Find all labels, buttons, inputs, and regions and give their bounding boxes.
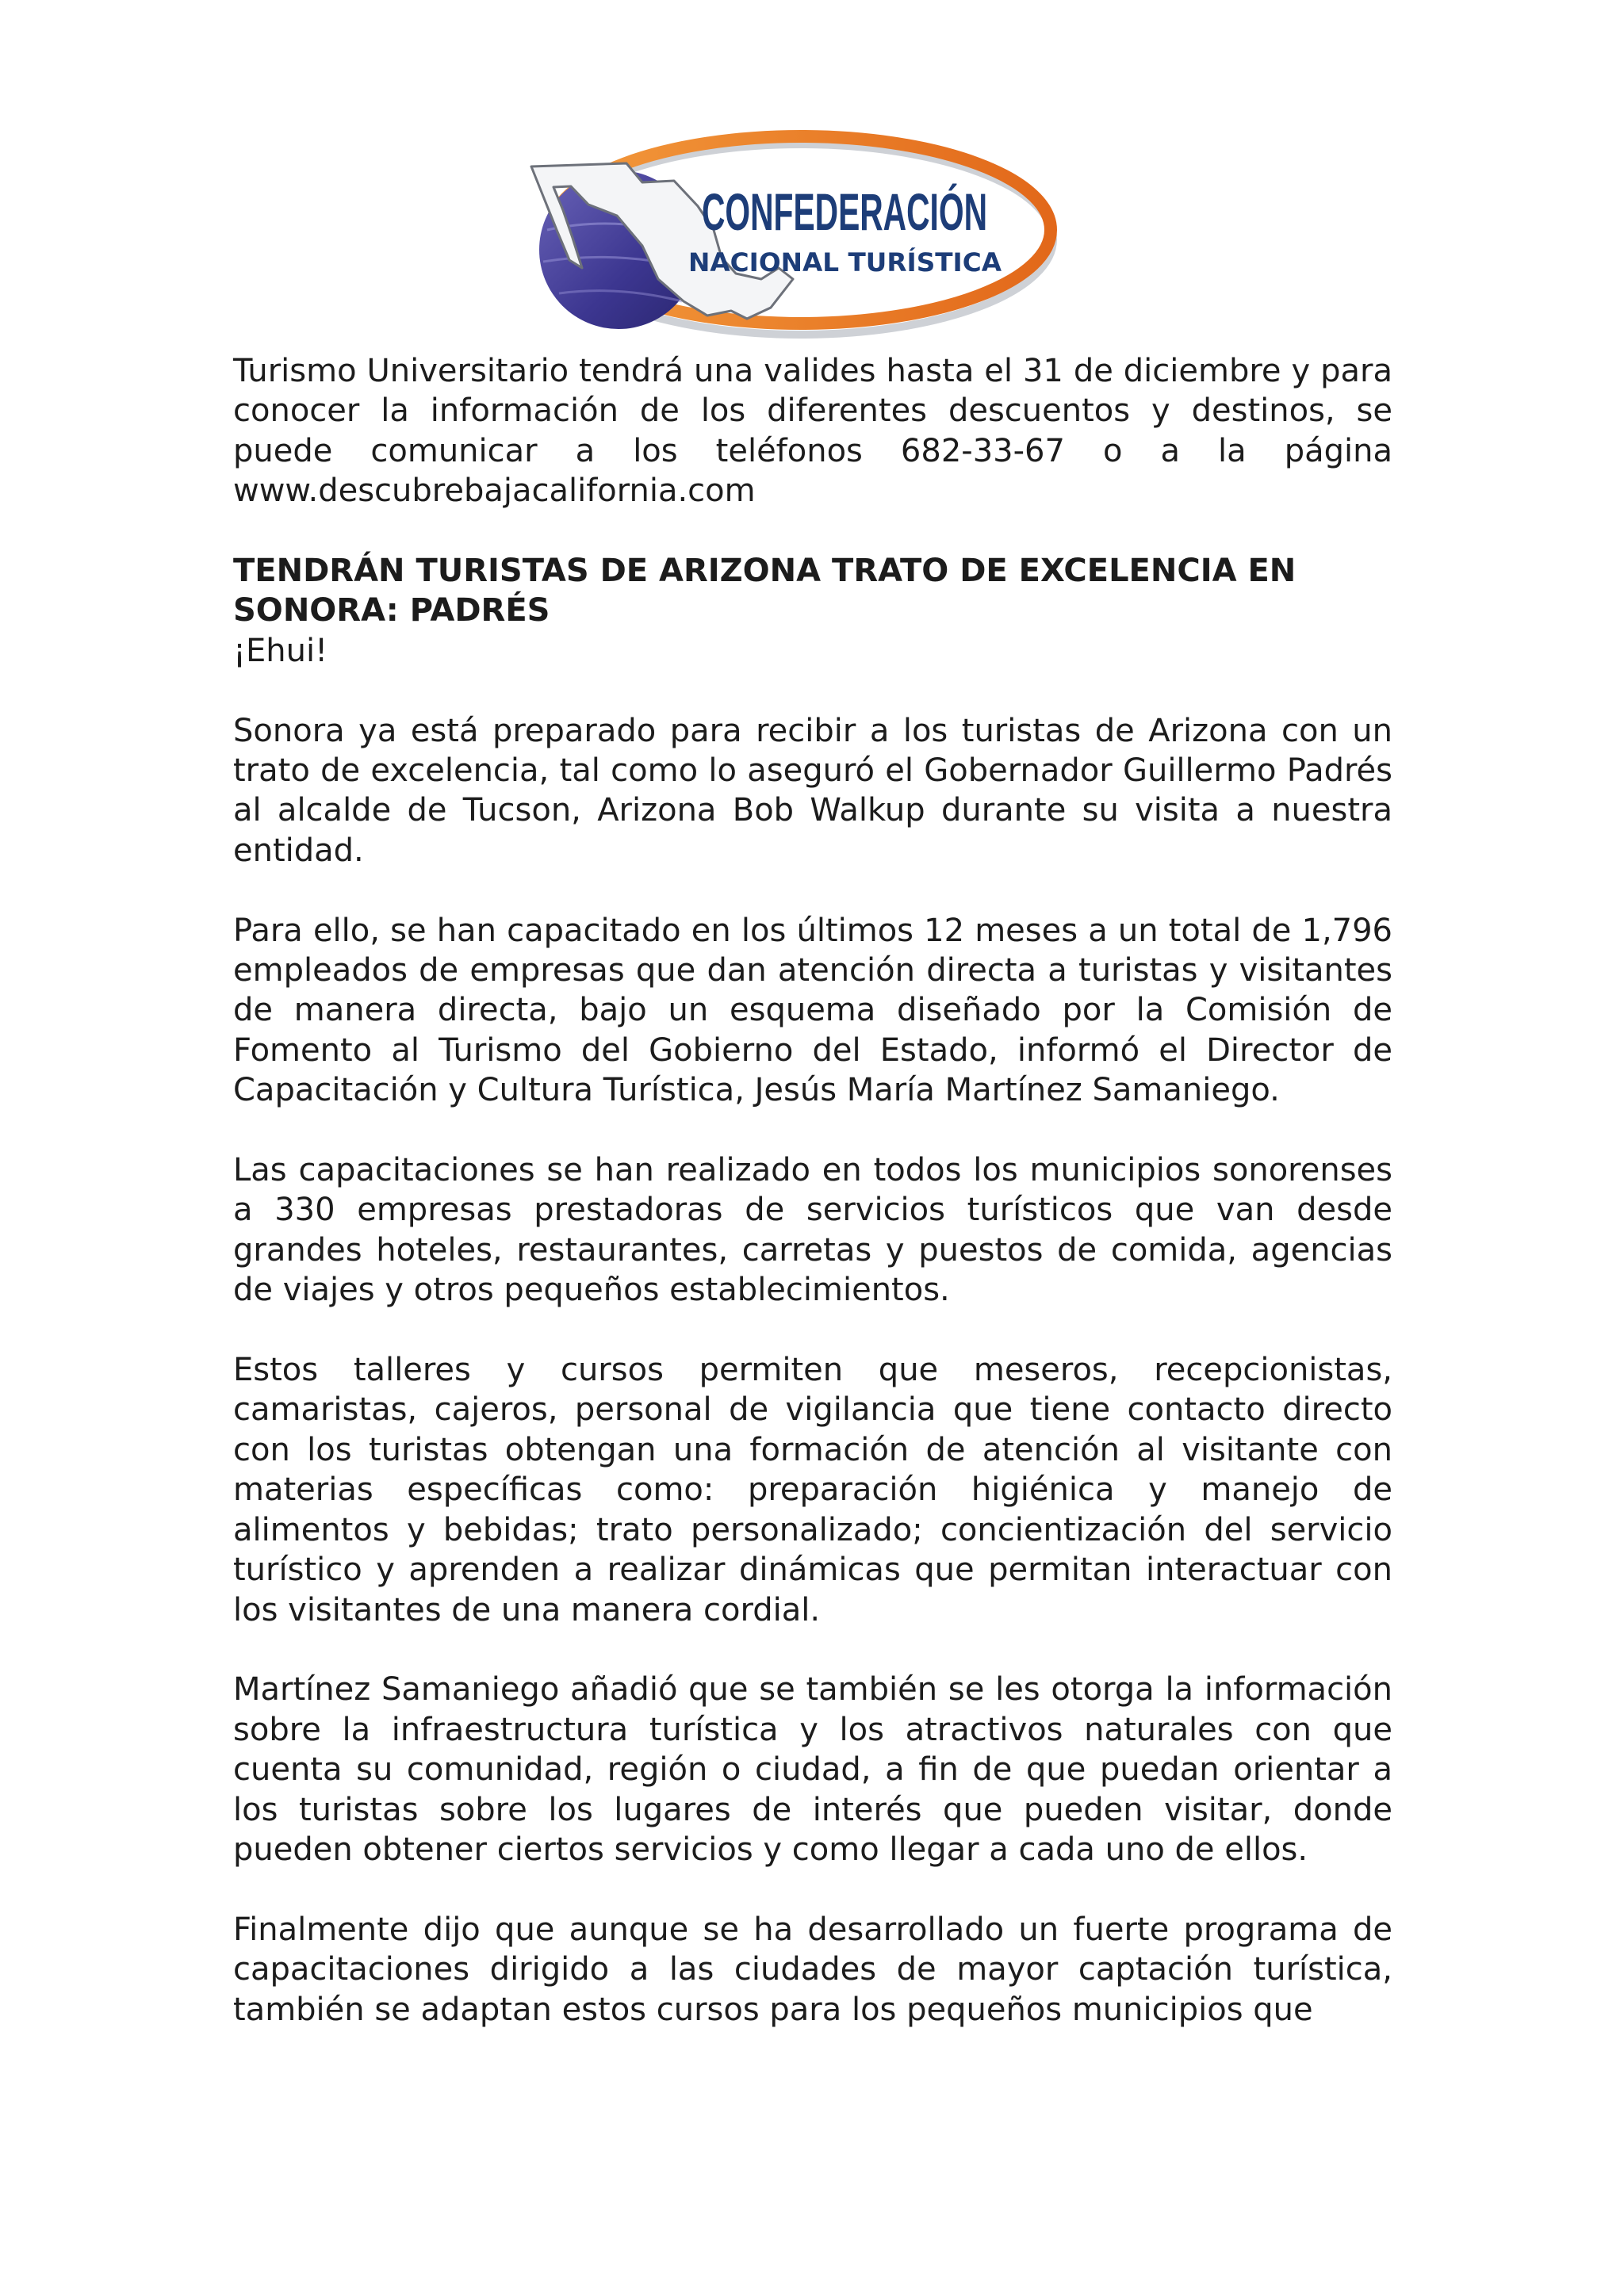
spacer xyxy=(233,671,1392,710)
spacer xyxy=(233,1111,1392,1150)
spacer xyxy=(233,1311,1392,1350)
logo-graphic xyxy=(523,111,1078,349)
intro-paragraph: Turismo Universitario tendrá una valides hasta el 31 de diciembre y para conocer la información de los diferentes descuentos y destinos, se puede comunicar a los teléfonos 682-33-67 o a la página www.descubrebajacalifornia.com xyxy=(233,353,1392,510)
article-source: ¡Ehui! xyxy=(233,632,328,669)
confederacion-logo xyxy=(523,111,1078,349)
article-paragraph: Para ello, se han capacitado en los últimos 12 meses a un total de 1,796 empleados de empresas que dan atención directa a turistas y visitantes de manera directa, bajo un esquema diseñado por la Comisión de Fomento al Turismo del Gobierno del Estado, informó el Director de Capacitación y Cultura Turística, Jesús María Martínez Samaniego. xyxy=(233,912,1392,1109)
document-body xyxy=(233,351,1392,2030)
article-paragraph: Estos talleres y cursos permiten que meseros, recepcionistas, camaristas, cajeros, personal de vigilancia que tiene contacto directo con los turistas obtengan una formación de atención al visitante con materias específicas como: preparación higiénica y manejo de alimentos y bebidas; trato personalizado; concientización del servicio turístico y aprenden a realizar dinámicas que permitan interactuar con los visitantes de una manera cordial. xyxy=(233,1352,1392,1628)
article-paragraph: Sonora ya está preparado para recibir a los turistas de Arizona con un trato de excelencia, tal como lo aseguró el Gobernador Guillermo Padrés al alcalde de Tucson, Arizona Bob Walkup durante su visita a nuestra entidad. xyxy=(233,712,1392,869)
article-headline: TENDRÁN TURISTAS DE ARIZONA TRATO DE EXCELENCIA EN SONORA: PADRÉS xyxy=(233,553,1297,629)
spacer xyxy=(233,511,1392,551)
article-paragraph: Finalmente dijo que aunque se ha desarrollado un fuerte programa de capacitaciones dirigido a las ciudades de mayor captación turística, también se adaptan estos cursos para los pequeños municipios que xyxy=(233,1911,1392,2028)
spacer xyxy=(233,871,1392,910)
logo-subtitle: NACIONAL TURÍSTICA xyxy=(688,247,1002,277)
article-paragraph: Martínez Samaniego añadió que se también se les otorga la información sobre la infraestructura turística y los atractivos naturales con que cuenta su comunidad, región o ciudad, a fin de que puedan orientar a los turistas sobre los lugares de interés que pueden visitar, donde pueden obtener ciertos servicios y como llegar a cada uno de ellos. xyxy=(233,1671,1392,1868)
spacer xyxy=(233,1630,1392,1670)
logo-title: CONFEDERACIÓN xyxy=(702,182,987,241)
article-paragraph: Las capacitaciones se han realizado en todos los municipios sonorenses a 330 empresas prestadoras de servicios turísticos que van desde grandes hoteles, restaurantes, carretas y puestos de comida, agencias de viajes y otros pequeños establecimientos. xyxy=(233,1152,1392,1309)
spacer xyxy=(233,1869,1392,1909)
